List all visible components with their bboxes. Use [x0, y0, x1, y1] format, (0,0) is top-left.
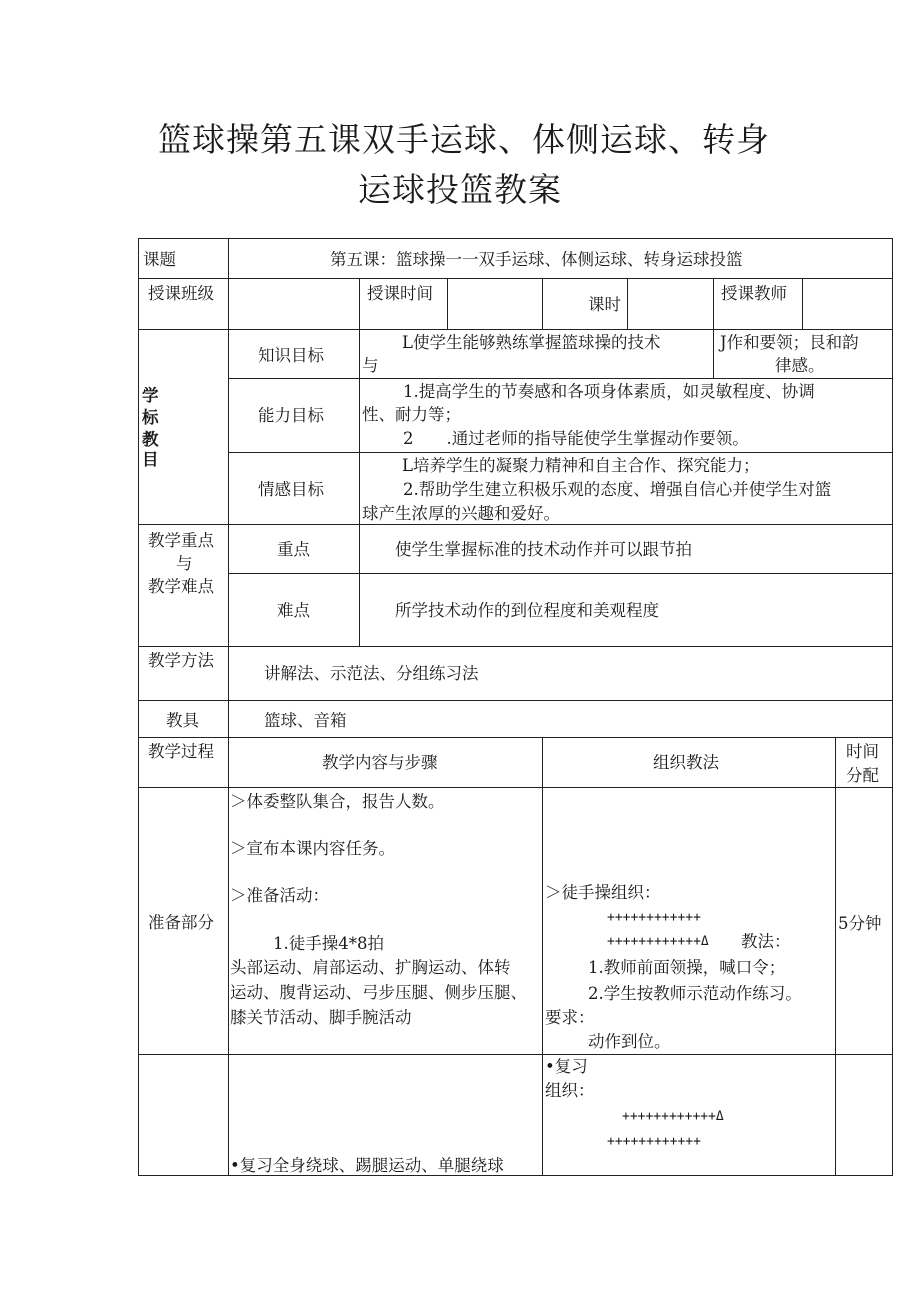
- equipment-value: 篮球、音箱: [264, 711, 347, 730]
- prep-step: 膝关节活动、脚手腕活动: [230, 1008, 412, 1027]
- review-org-line: •复习: [545, 1057, 588, 1076]
- keypoints-group-line3: 教学难点: [148, 577, 214, 596]
- document-title-line1: 篮球操第五课双手运球、体侧运球、转身: [158, 120, 770, 159]
- equipment-label: 教具: [166, 711, 199, 730]
- process-time-line2: 分配: [846, 766, 879, 785]
- process-content-header: 教学内容与步骤: [322, 753, 438, 772]
- prep-org-line: 要求：: [545, 1008, 595, 1027]
- prep-step: ＞准备活动：: [230, 886, 329, 905]
- key-label: 重点: [277, 540, 310, 559]
- prep-step: ＞体委整队集合，报告人数。: [230, 792, 445, 811]
- ability-line2: 性、耐力等；: [362, 405, 461, 424]
- keypoints-group-line2: 与: [176, 554, 193, 573]
- document-title-line2: 运球投篮教案: [358, 170, 562, 209]
- ability-line1: 1.提高学生的节奏感和各项身体素质，如灵敏程度、协调: [403, 382, 815, 401]
- emotion-line1: L培养学生的凝聚力精神和自主合作、探究能力；: [402, 456, 760, 475]
- formation-row: ++++++++++++: [607, 910, 701, 925]
- prep-step: 1.徒手操4*8拍: [273, 934, 384, 953]
- emotion-line2: 2.帮助学生建立积极乐观的态度、增强自信心并使学生对篮: [403, 480, 832, 499]
- knowledge-text-a: L使学生能够熟练掌握篮球操的技术: [402, 333, 661, 352]
- prep-org-line: 1.教师前面领操，喊口令；: [588, 958, 786, 977]
- emotion-label: 情感目标: [258, 480, 324, 499]
- key-text: 使学生掌握标准的技术动作并可以跟节拍: [395, 540, 692, 559]
- hours-label: 课时: [588, 295, 621, 314]
- prep-step: 运动、腹背运动、弓步压腿、侧步压腿、: [230, 983, 527, 1002]
- prep-time: 5分钟: [838, 914, 882, 933]
- ability-line3: 2 .通过老师的指导能使学生掌握动作要领。: [403, 429, 749, 448]
- method-value: 讲解法、示范法、分组练习法: [264, 664, 479, 683]
- process-label: 教学过程: [148, 742, 214, 761]
- prep-step: ＞宣布本课内容任务。: [230, 839, 395, 858]
- difficult-text: 所学技术动作的到位程度和美观程度: [395, 601, 659, 620]
- process-org-header: 组织教法: [653, 753, 719, 772]
- ability-label: 能力目标: [258, 406, 324, 425]
- knowledge-text-c: J作和要领；艮和韵: [720, 333, 859, 352]
- knowledge-text-b: 与: [362, 356, 379, 375]
- class-label: 授课班级: [148, 284, 214, 303]
- method-label: 教学方法: [148, 651, 214, 670]
- formation-row: ++++++++++++: [607, 1134, 701, 1149]
- review-org-line: 组织：: [545, 1081, 595, 1100]
- time-label: 授课时间: [367, 284, 433, 303]
- prep-org-line: 2.学生按教师示范动作练习。: [588, 984, 802, 1003]
- keypoints-group-line1: 教学重点: [148, 531, 214, 550]
- prep-org-line: 动作到位。: [588, 1032, 671, 1051]
- teacher-label: 授课教师: [721, 284, 787, 303]
- topic-label: 课题: [143, 250, 176, 269]
- knowledge-text-d: 律感。: [775, 356, 825, 375]
- difficult-label: 难点: [277, 601, 310, 620]
- process-time-line1: 时间: [846, 742, 879, 761]
- prep-org-line: ＞徒手操组织：: [545, 883, 661, 902]
- formation-row-teacher: ++++++++++++Δ: [622, 1109, 724, 1124]
- knowledge-label: 知识目标: [258, 346, 324, 365]
- prep-step: 头部运动、肩部运动、扩胸运动、体转: [230, 958, 511, 977]
- prep-label: 准备部分: [148, 913, 214, 932]
- prep-org-line: 教法：: [741, 932, 791, 951]
- formation-row-teacher: ++++++++++++Δ: [607, 934, 709, 949]
- topic-value: 第五课：篮球操一一双手运球、体侧运球、转身运球投篮: [330, 250, 743, 269]
- review-content: •复习全身绕球、踢腿运动、单腿绕球: [230, 1156, 504, 1175]
- emotion-line3: 球产生浓厚的兴趣和爱好。: [362, 504, 560, 523]
